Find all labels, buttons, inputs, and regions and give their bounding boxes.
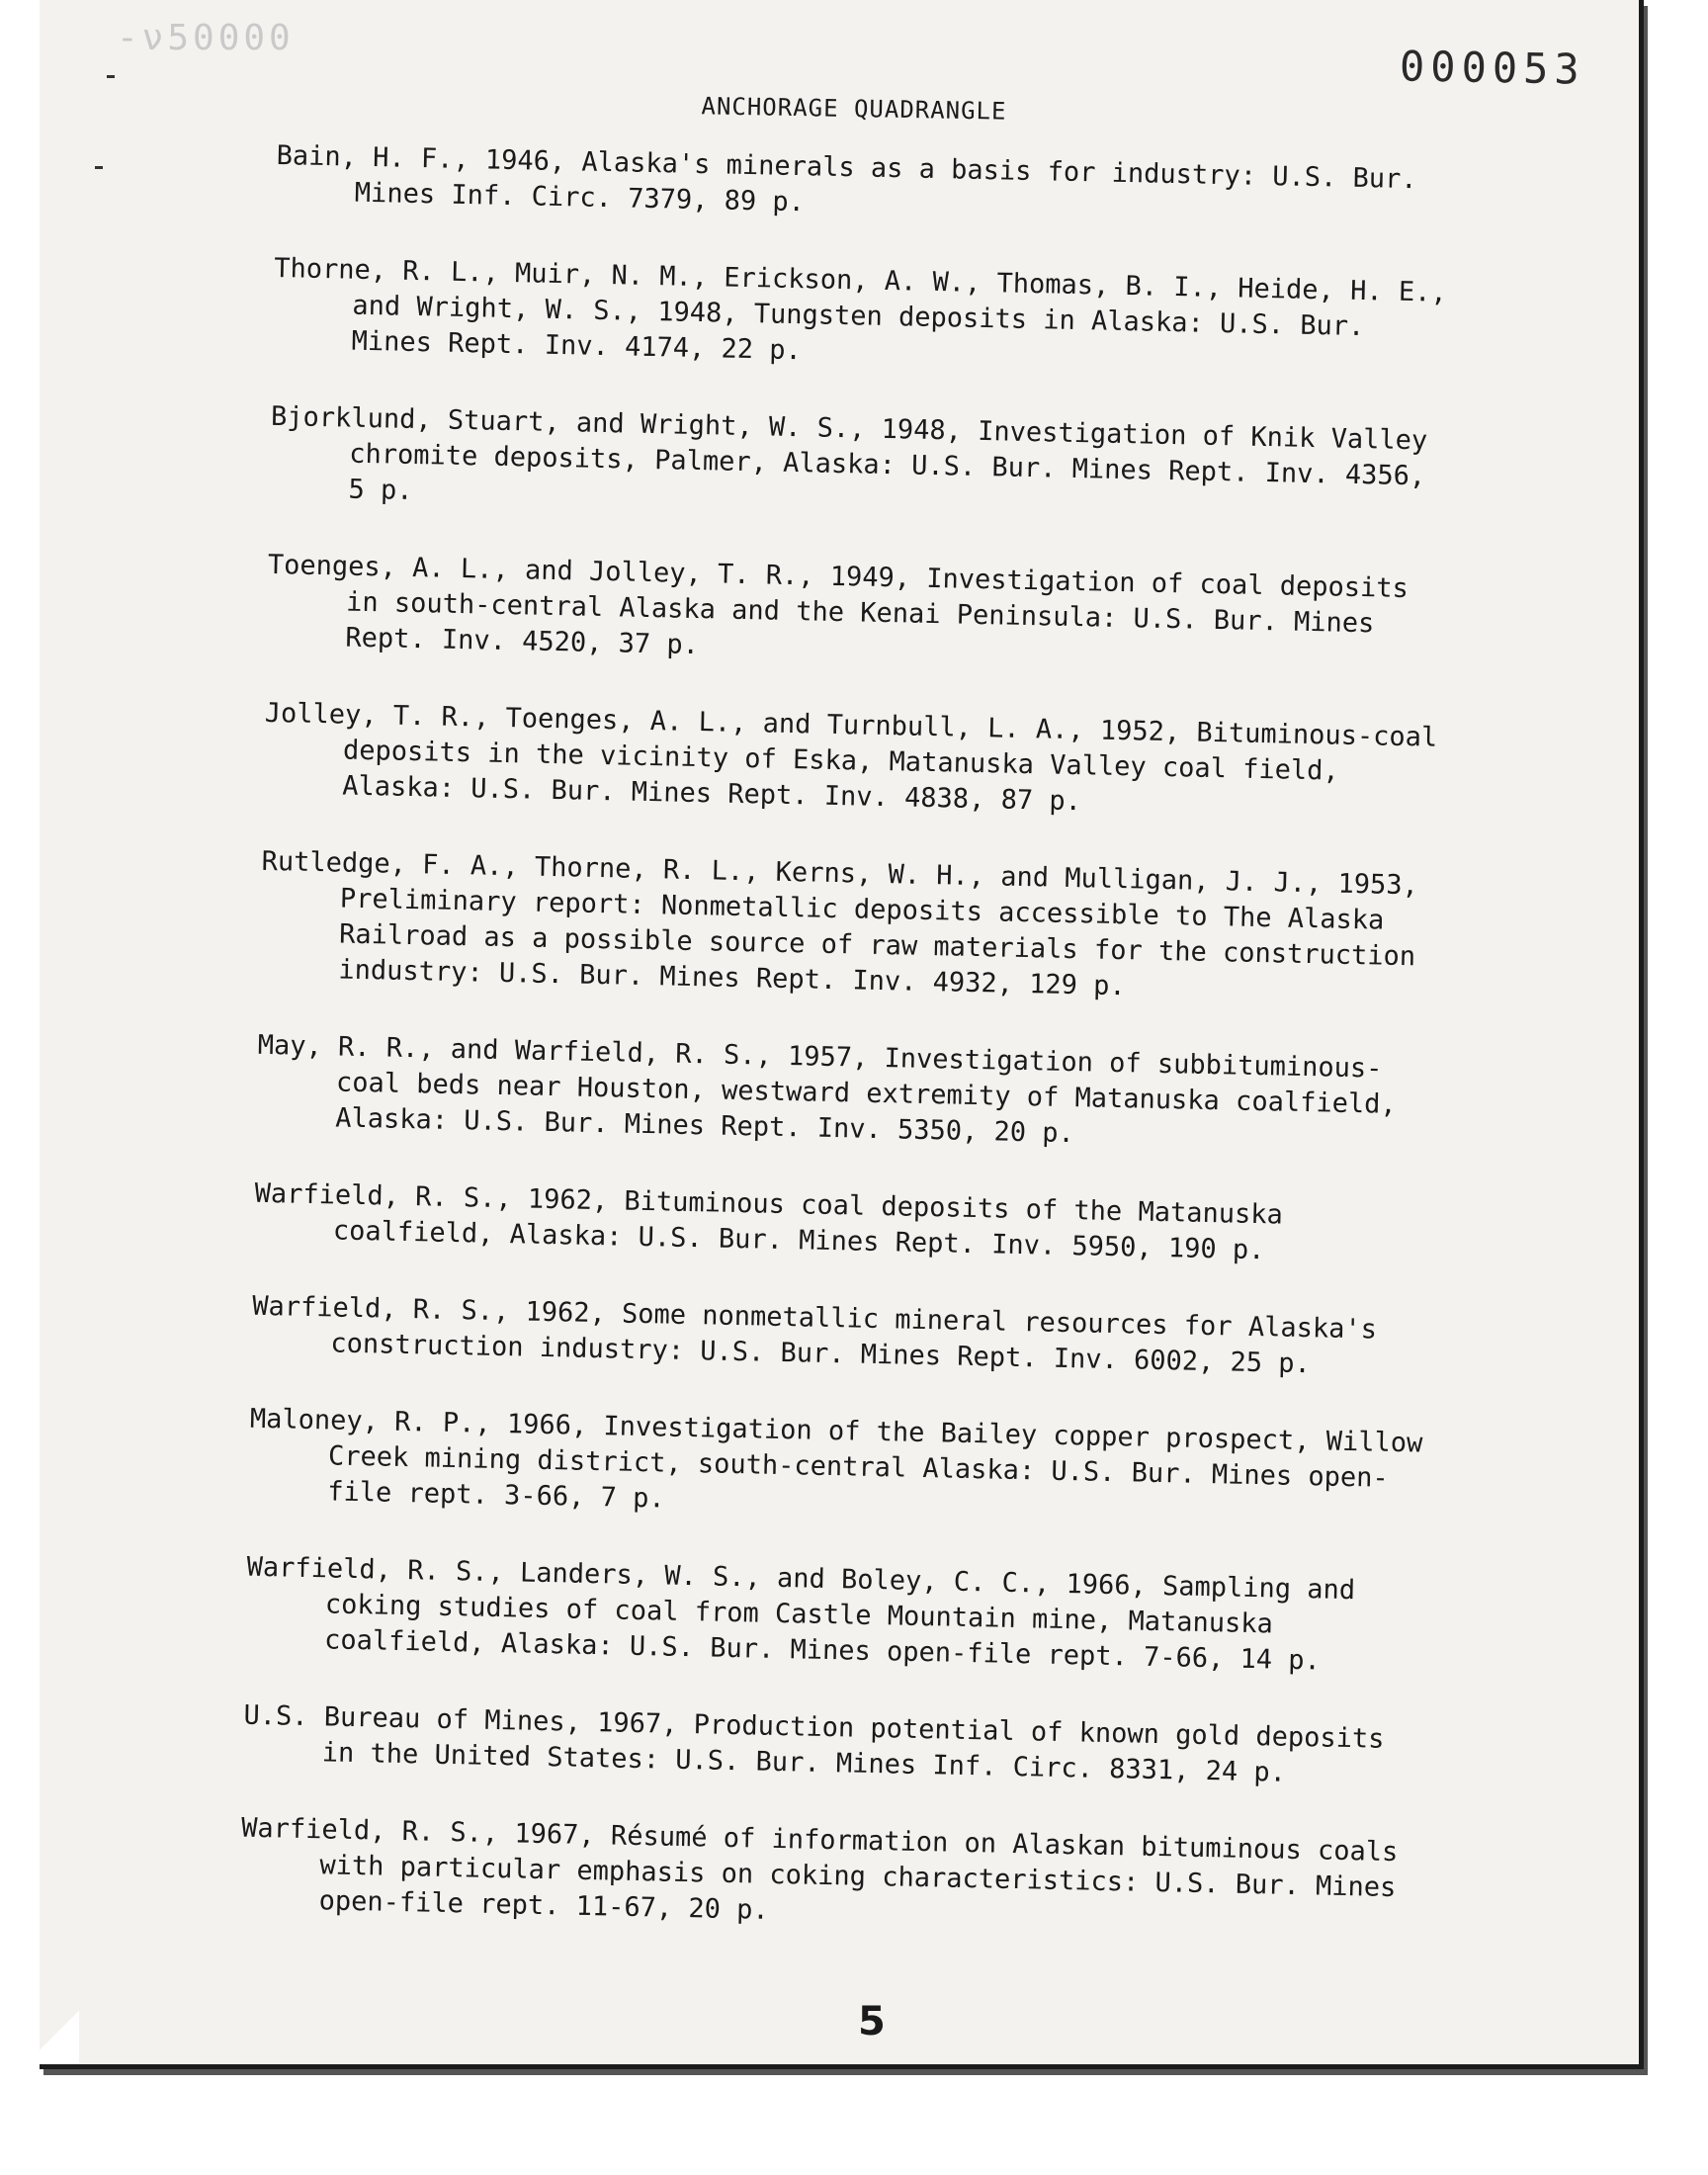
reference-entry: Jolley, T. R., Toenges, A. L., and Turnbull, L. A., 1952, Bituminous-coal deposits in the vicinity of Eska, Matanuska Valley coal field, Alaska: U.S. Bur. Mines Rept. Inv. 4838, 87 p. — [264, 697, 1438, 818]
page-number: 5 — [858, 1999, 886, 2044]
document-number: 000053 — [1399, 42, 1586, 94]
reference-entry: Maloney, R. P., 1966, Investigation of the Bailey copper prospect, Willow Creek mining district, south-central Alaska: U.S. Bur. Mines open-file rept. 3-66, 7 p. — [249, 1403, 1423, 1515]
reference-entry: Toenges, A. L., and Jolley, T. R., 1949, Investigation of coal deposits in south-central Alaska and the Kenai Peninsula: U.S. Bur. Mines Rept. Inv. 4520, 37 p. — [267, 549, 1409, 661]
reference-entry: Bain, H. F., 1946, Alaska's minerals as a basis for industry: U.S. Bur. Mines Inf. Circ. 7379, 89 p. — [276, 139, 1417, 218]
reference-list — [238, 138, 1462, 1984]
reference-entry: Warfield, R. S., 1967, Résumé of information on Alaskan bituminous coals with particular emphasis on coking characteristics: U.S. Bur. Mines open-file rept. 11-67, 20 p. — [240, 1812, 1399, 1926]
margin-mark — [95, 166, 103, 169]
reference-entry: May, R. R., and Warfield, R. S., 1957, Investigation of subbituminous-coal beds near Houston, westward extremity of Matanuska coalfield, Alaska: U.S. Bur. Mines Rept. Inv. 5350, 20 p. — [257, 1029, 1397, 1150]
page-corner-fold — [40, 1997, 79, 2064]
reference-entry: Rutledge, F. A., Thorne, R. L., Kerns, W. H., and Mulligan, J. J., 1953, Preliminary report: Nonmetallic deposits accessible to The Alaska Railroad as a possible source of raw materials for the construction industry: U.S. Bur. Mines Rept. Inv. 4932, 129 p. — [261, 845, 1419, 1002]
reference-entry: Warfield, R. S., 1962, Bituminous coal deposits of the Matanuska coalfield, Alaska: U.S. Bur. Mines Rept. Inv. 5950, 190 p. — [254, 1177, 1284, 1266]
reference-entry: Warfield, R. S., 1962, Some nonmetallic mineral resources for Alaska's construction industry: U.S. Bur. Mines Rept. Inv. 6002, 25 p. — [251, 1290, 1378, 1380]
reference-entry: Warfield, R. S., Landers, W. S., and Boley, C. C., 1966, Sampling and coking studies of coal from Castle Mountain mine, Matanuska coalfield, Alaska: U.S. Bur. Mines open-file rept. 7-66, 14 p. — [246, 1551, 1356, 1677]
faint-stamp-number: -ν50000 — [117, 18, 295, 58]
reference-entry: Bjorklund, Stuart, and Wright, W. S., 1948, Investigation of Knik Valley chromite deposits, Palmer, Alaska: U.S. Bur. Mines Rept. Inv. 4356, 5 p. — [270, 400, 1428, 506]
reference-entry: U.S. Bureau of Mines, 1967, Production potential of known gold deposits in the United States: U.S. Bur. Mines Inf. Circ. 8331, 24 p. — [243, 1699, 1385, 1788]
margin-mark — [107, 75, 115, 78]
page-title: ANCHORAGE QUADRANGLE — [701, 92, 1007, 126]
reference-entry: Thorne, R. L., Muir, N. M., Erickson, A. W., Thomas, B. I., Heide, H. E., and Wright, W. S., 1948, Tungsten deposits in Alaska: U.S. Bur. Mines Rept. Inv. 4174, 22 p. — [273, 252, 1447, 367]
